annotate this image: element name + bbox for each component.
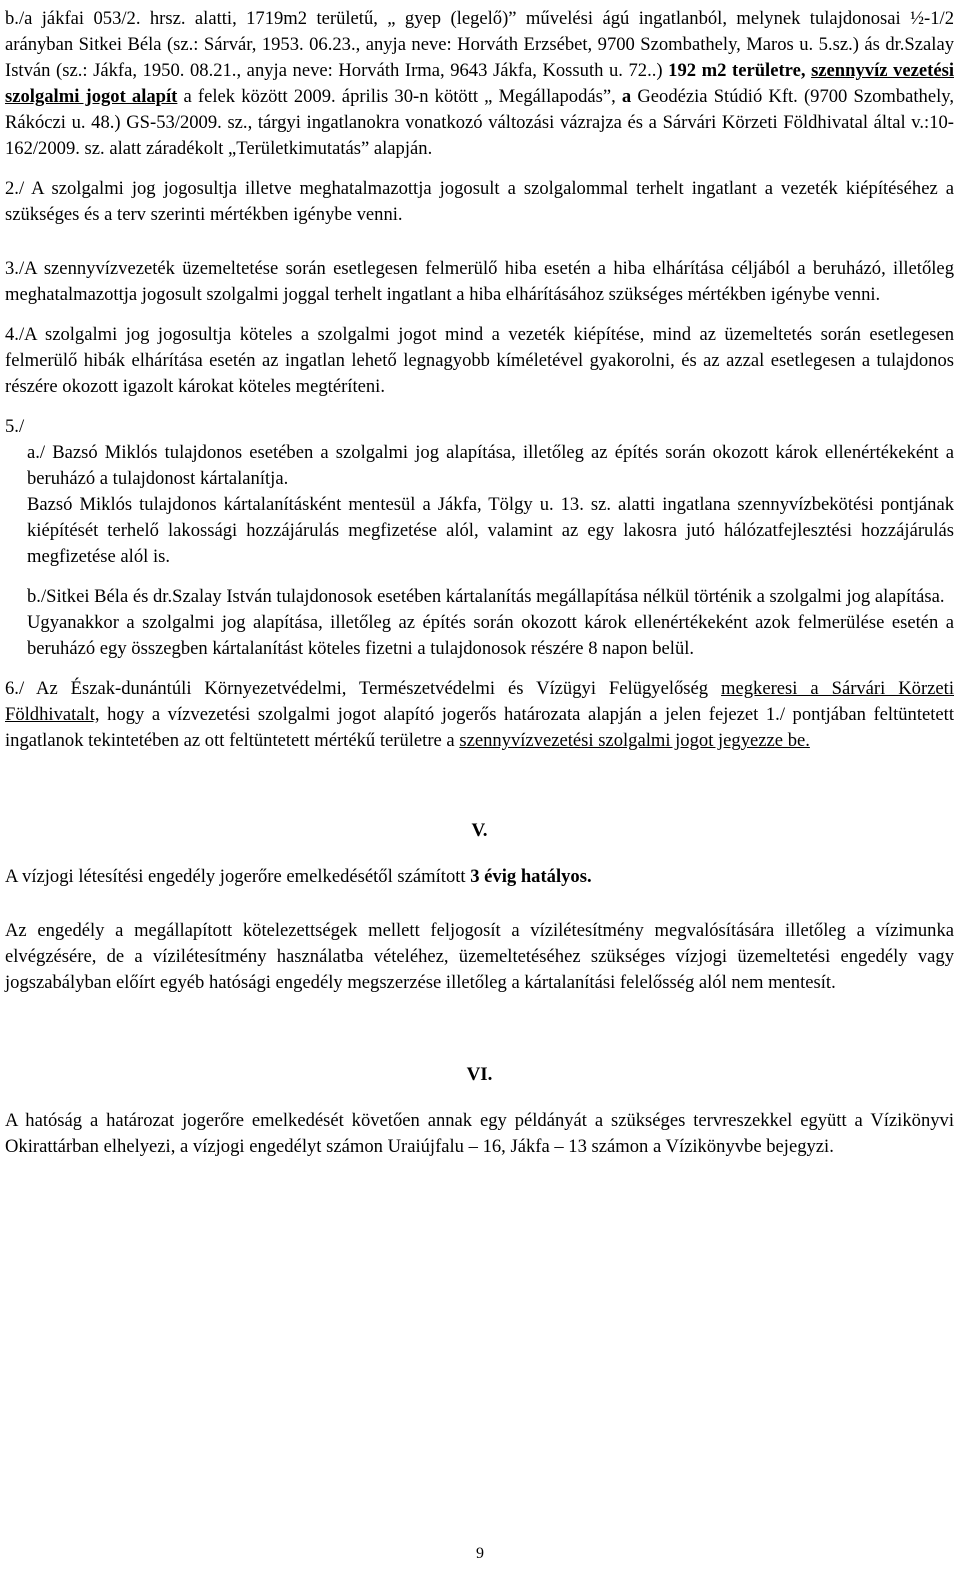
paragraph-2: 2./ A szolgalmi jog jogosultja illetve meghatalmazottja jogosult a szolgalommal terhelt ingatlant a vezeték kiépítéséhez a szükséges és a terv szerinti mértékben igénybe venni. bbox=[5, 178, 954, 225]
paragraph-5a-compensation: Bazsó Miklós tulajdonos kártalanításként mentesül a Jákfa, Tölgy u. 13. sz. alatti ingatlana szennyvízbekötési pontjának kiépítését terhelő lakossági hozzájárulás megfizetése alól, valamint az egy lakosra jutó hálózatfejlesztési hozzájárulás megfizetése alól is. bbox=[27, 494, 954, 567]
paragraph-4: 4./A szolgalmi jog jogosultja köteles a szolgalmi jogot mind a vezeték kiépítése, mind az üzemeltetés során esetlegesen felmerülő hibák elhárítása esetén az ingatlan lehető legnagyobb kíméletével gyakorolni, és az azzal esetlegesen a tulajdonos részére okozott igazolt károkat köteles megtéríteni. bbox=[5, 324, 954, 397]
easement-phrase: szennyvíz vezetési szolgalmi jogot alapít bbox=[5, 60, 954, 107]
paragraph-5a: a./ Bazsó Miklós tulajdonos esetében a szolgalmi jog alapítása, illetőleg az építés során okozott károk ellenértékeként a beruházó a tulajdonost kártalanítja. bbox=[27, 442, 954, 489]
section-v-heading: V. bbox=[471, 820, 488, 841]
paragraph-5-label: 5./ bbox=[5, 416, 25, 437]
section-vi-heading: VI. bbox=[466, 1064, 493, 1085]
section-b-paragraph: b./a jákfai 053/2. hrsz. alatti, 1719m2 területű, „ gyep (legelő)” művelési ágú ingatlanból, melynek tulajdonosai ½-1/2 arányban Sitkei Béla (sz.: Sárvár, 1953. 06.23., anyja neve: Horváth Erzsébet, 9700 Szombathely, Maros u. 5.sz.) ás dr.Szalay István (sz.: Jákfa, 1950. 08.21., anyja neve: Horváth Irma, 9643 Jákfa, Kossuth u. 72..) 192 m2 területre, szennyvíz vezetési szolgalmi jogot alapít a felek között 2009. április 30-n kötött „ Megállapodás”, a Geodézia Stúdió Kft. (9700 Szombathely, Rákóczi u. 48.) GS-53/2009. sz., tárgyi ingatlanokra vonatkozó változási vázrajza és a Sárvári Körzeti Földhivatal által v.:10-162/2009. sz. alatt záradékolt „Területkimutatás” alapján. bbox=[5, 8, 955, 159]
section-v-paragraph: Az engedély a megállapított kötelezettségek mellett feljogosít a vízilétesítmény megvalósítására illetőleg a vízimunka elvégzésére, de a vízilétesítmény használatba vételéhez, üzemeltetéséhez szükséges vízjogi üzemeltetési engedély vagy jogszabályban előírt egyéb hatósági engedély megszerzése illetőleg a kártalanítási felelősség alól nem mentesít. bbox=[5, 920, 954, 993]
page-number: 9 bbox=[476, 1545, 484, 1562]
paragraph-6: 6./ Az Észak-dunántúli Környezetvédelmi, Természetvédelmi és Vízügyi Felügyelőség megkeresi a Sárvári Körzeti Földhivatalt, hogy a vízvezetési szolgalmi jogot alapító jogerős határozata alapján a jelen fejezet 1./ pontjában feltüntetett ingatlanok tekintetében az ott feltüntetett mértékű területre a szennyvízvezetési szolgalmi jogot jegyezze be. bbox=[5, 678, 954, 751]
document-page bbox=[5, 6, 954, 1160]
section-vi-paragraph: A hatóság a határozat jogerőre emelkedését követően annak egy példányát a szükséges tervreszekkel együtt a Vízikönyvi Okirattárban elhelyezi, a vízjogi engedélyt számon Uraiújfalu – 16, Jákfa – 13 számon a Vízikönyvbe bejegyzi. bbox=[5, 1110, 954, 1157]
paragraph-3: 3./A szennyvízvezeték üzemeltetése során esetlegesen felmerülő hiba esetén a hiba elhárítása céljából a beruházó, illetőleg meghatalmazottja jogosult szolgalmi joggal terhelt ingatlant a hiba elhárításához szükséges mértékben igénybe venni. bbox=[5, 258, 954, 305]
paragraph-5b-damages: Ugyanakkor a szolgalmi jog alapítása, illetőleg az építés során okozott károk ellenértékeként azok felmerülése esetén a beruházó egy összegben kártalanítást köteles fizetni a tulajdonosok részére 8 napon belül. bbox=[27, 612, 954, 659]
paragraph-5b: b./Sitkei Béla és dr.Szalay István tulajdonosok esetében kártalanítás megállapítása nélkül történik a szolgalmi jog alapítása. bbox=[27, 586, 945, 607]
paragraph-5 bbox=[5, 414, 954, 662]
section-v-validity: A vízjogi létesítési engedély jogerőre emelkedésétől számított 3 évig hatályos. bbox=[5, 866, 592, 887]
section-b-label: b./ bbox=[5, 8, 25, 29]
